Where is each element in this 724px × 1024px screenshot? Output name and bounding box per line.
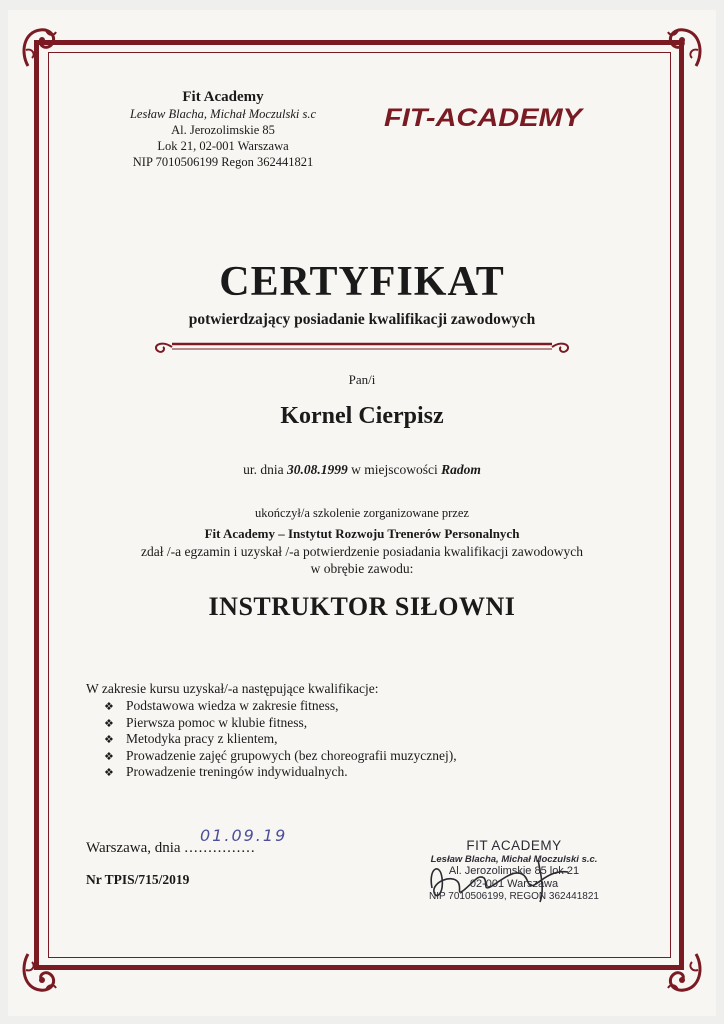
stamp-line: 02-001 Warszawa — [469, 878, 559, 890]
list-item — [104, 764, 457, 781]
qualifications-intro: W zakresie kursu uzyskał/-a następujące kwalifikacje: — [86, 681, 379, 696]
institute-name: Fit Academy – Instytut Rozwoju Trenerów Personalnych — [204, 526, 520, 541]
qualifications-list — [104, 698, 457, 781]
diamond-bullet-icon: ❖ — [104, 749, 114, 763]
place-date-label: Warszawa, dnia — [86, 840, 185, 856]
corner-ornament-icon — [18, 22, 72, 76]
qualification-text: Pierwsza pomoc w klubie fitness, — [126, 714, 308, 730]
date-dots: ............... — [184, 840, 256, 856]
list-item — [104, 698, 457, 715]
list-item — [104, 715, 457, 732]
issuer-street: Al. Jerozolimskie 85 — [171, 123, 275, 137]
diamond-bullet-icon: ❖ — [104, 733, 114, 746]
birth-place: Radom — [441, 462, 481, 477]
corner-ornament-icon — [18, 944, 72, 998]
qualification-text: Prowadzenie zajęć grupowych (bez choreografii muzycznej), — [126, 747, 457, 763]
exam-line: w obrębie zawodu: — [310, 561, 414, 576]
exam-statement — [0, 543, 724, 577]
qualification-text: Prowadzenie treningów indywidualnych. — [126, 764, 348, 779]
ornamental-divider — [150, 337, 574, 357]
logo-text: FIT-ACADEMY — [384, 104, 584, 130]
birth-date: 30.08.1999 — [286, 462, 348, 477]
issuer-tax-ids: NIP 7010506199 Regon 362441821 — [132, 155, 314, 169]
list-item — [104, 748, 457, 765]
issuer-name: Fit Academy — [182, 89, 264, 105]
qualification-text: Podstawowa wiedza w zakresie fitness, — [126, 698, 339, 713]
stamp-line: NIP 7010506199, REGON 362441821 — [429, 891, 599, 902]
handwritten-date: 01.09.19 — [200, 826, 288, 845]
birth-prefix: ur. dnia — [243, 462, 287, 477]
certificate-title: CERTYFIKAT — [219, 259, 505, 305]
stamp-line: FIT ACADEMY — [466, 838, 562, 853]
fit-academy-logo — [384, 104, 584, 130]
birth-info — [0, 462, 724, 478]
stamp-line: Al. Jerozolimskie 85 lok 21 — [448, 865, 580, 877]
certificate-frame-inner — [48, 52, 671, 958]
completed-text: ukończył/a szkolenie zorganizowane przez — [255, 506, 469, 520]
issuer-block — [118, 88, 328, 170]
issuer-city: Lok 21, 02-001 Warszawa — [157, 139, 289, 153]
diamond-bullet-icon: ❖ — [104, 700, 114, 713]
profession-title: INSTRUKTOR SIŁOWNI — [208, 592, 516, 621]
diamond-bullet-icon: ❖ — [104, 766, 114, 779]
certificate-number: Nr TPIS/715/2019 — [86, 872, 190, 887]
stamp-line: Lesław Blacha, Michał Moczulski s.c. — [430, 854, 598, 865]
issuer-owners: Lesław Blacha, Michał Moczulski s.c — [129, 107, 317, 121]
birth-mid: w miejscowości — [347, 462, 442, 477]
list-item — [104, 731, 457, 748]
exam-line: zdał /-a egzamin i uzyskał /-a potwierdzenie posiadania kwalifikacji zawodowych — [141, 544, 583, 559]
signature — [418, 848, 608, 908]
diamond-bullet-icon: ❖ — [104, 716, 114, 730]
corner-ornament-icon — [652, 22, 706, 76]
corner-ornament-icon — [652, 944, 706, 998]
recipient-name: Kornel Cierpisz — [280, 403, 444, 429]
salutation: Pan/i — [348, 372, 376, 387]
certificate-subtitle: potwierdzający posiadanie kwalifikacji zawodowych — [188, 311, 536, 328]
qualification-text: Metodyka pracy z klientem, — [126, 731, 278, 746]
